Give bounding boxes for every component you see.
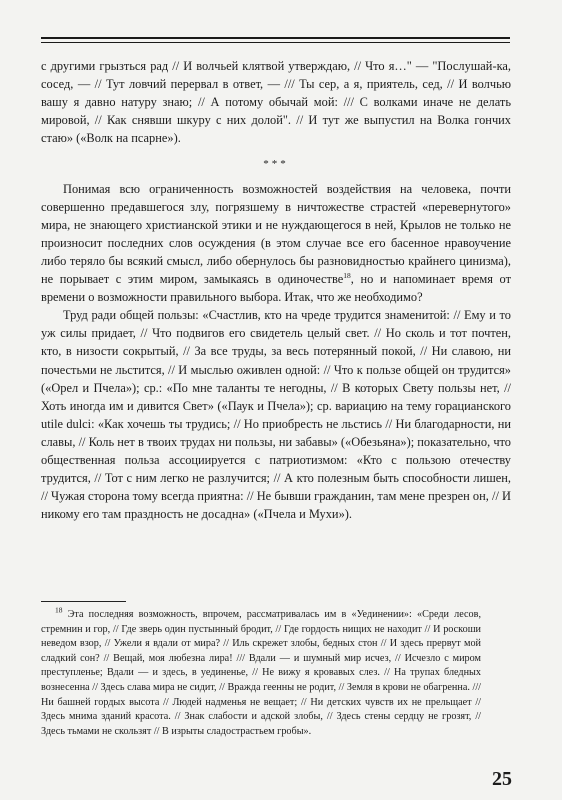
- footnote-number: 18: [55, 605, 63, 615]
- page-number: 25: [492, 768, 512, 790]
- main-text: [41, 57, 511, 523]
- section-separator: ***: [263, 158, 289, 171]
- paragraph-3: Труд ради общей пользы: «Счастлив, кто на чреде трудится знаменитой: // Ему и то уж силы придает, // Что подвигов его свидетель целый свет. // Но сколь и тот почтен, кто, в низости сокрытый, // За все труды, за весь потерянный покой, // Ни славою, ни почестьми не льстится, // И мыслью оживлен одной: // Что к пользе общей он трудится» («Орел и Пчела»); ср.: «По мне таланты те негодны, // В которых Свету пользы нет, // Хоть иногда им и дивится Свет» («Паук и Пчела»); ср. вариацию на тему горацианского utile dulci: «Как хочешь ты трудись; // Но приобресть не льстись // Ни благодарности, ни славы, // Коль нет в твоих трудах ни пользы, ни забавы» («Обезьяна»); показательно, что общественная польза ассоциируется с патриотизмом: «Кто с пользою отечеству трудится, // Тот с ним легко не разлучится; // А кто полезным быть способности лишен, // Чужая сторона тому всегда приятна: // Не бывши гражданин, там мене презрен он, // И никому его там праздность не досадна» («Пчела и Мухи»).: [41, 308, 511, 522]
- header-rule-thin: [41, 42, 510, 43]
- paragraph-2-part-b: , но и напоминает время от времени о возможности правильного выбора. Итак, что же необходимо?: [41, 272, 511, 305]
- paragraph-2-part-a: Понимая всю ограниченность возможностей воздействия на человека, почти совершенно предавшегося злу, погрязшему в ничтожестве страстей «перевернутого» мира, не знающего христианской этики и не нуждающегося в ней, Крылов не только не произносит последних слов осуждения (в этом случае все его басенное нравоучение либо теряло бы всякий смысл, либо обернулось бы разновидностью крайнего цинизма), не порывает с этим миром, замыкаясь в одиночестве: [41, 181, 511, 287]
- footnote: [41, 605, 481, 739]
- footnote-ref-18[interactable]: 18: [343, 270, 351, 280]
- paragraph-1: с другими грызться рад // И волчьей клятвой утверждаю, // Что я…" — "Послушай-ка, сосед, — // Тут ловчий перервал в ответ, — /// Ты сер, а я, приятель, сед, // И волчью вашу я давно натуру знаю; // А потому обычай мой: /// С волками иначе не делать мировой, // Как снявши шкуру с них долой". // И тут же выпустил на Волка гончих стаю» («Волк на псарне»).: [41, 59, 511, 146]
- paragraph-2: [41, 180, 511, 307]
- header-rule-thick: [41, 37, 510, 39]
- footnote-text: Эта последняя возможность, впрочем, рассматривалась им в «Уединении»: «Среди лесов, стремнин и гор, // Где зверь один пустынный бродит, // Где гордость нищих не находит // И роскоши неведом взор, // Ужели я вдали от мира? // Иль скрежет злобы, бедных стон // И здесь прервут мой сладкий сон? // Вещай, моя любезна лира! /// Вдали — и шумный мир исчез, // Исчезло с миром преступленье; Вдали — и здесь, в уединенье, // Не вижу я кровавых слез. // На трупах бледных вознесенна // Здесь слава мира не сидит, // Вражда геенны не родит, // Земля в крови не обагренна. /// Ни башней гордых высота // Людей надменья не вещает; // Ни детских чувств их не прельщает // Здесь мнима зданий красота. // Знак слабости и адской злобы, // Здесь стены сердцу не грозят, // Здесь тьмами не скользят // В изрыты сладострастьем гробы».: [41, 609, 481, 737]
- footnote-rule: [41, 601, 126, 602]
